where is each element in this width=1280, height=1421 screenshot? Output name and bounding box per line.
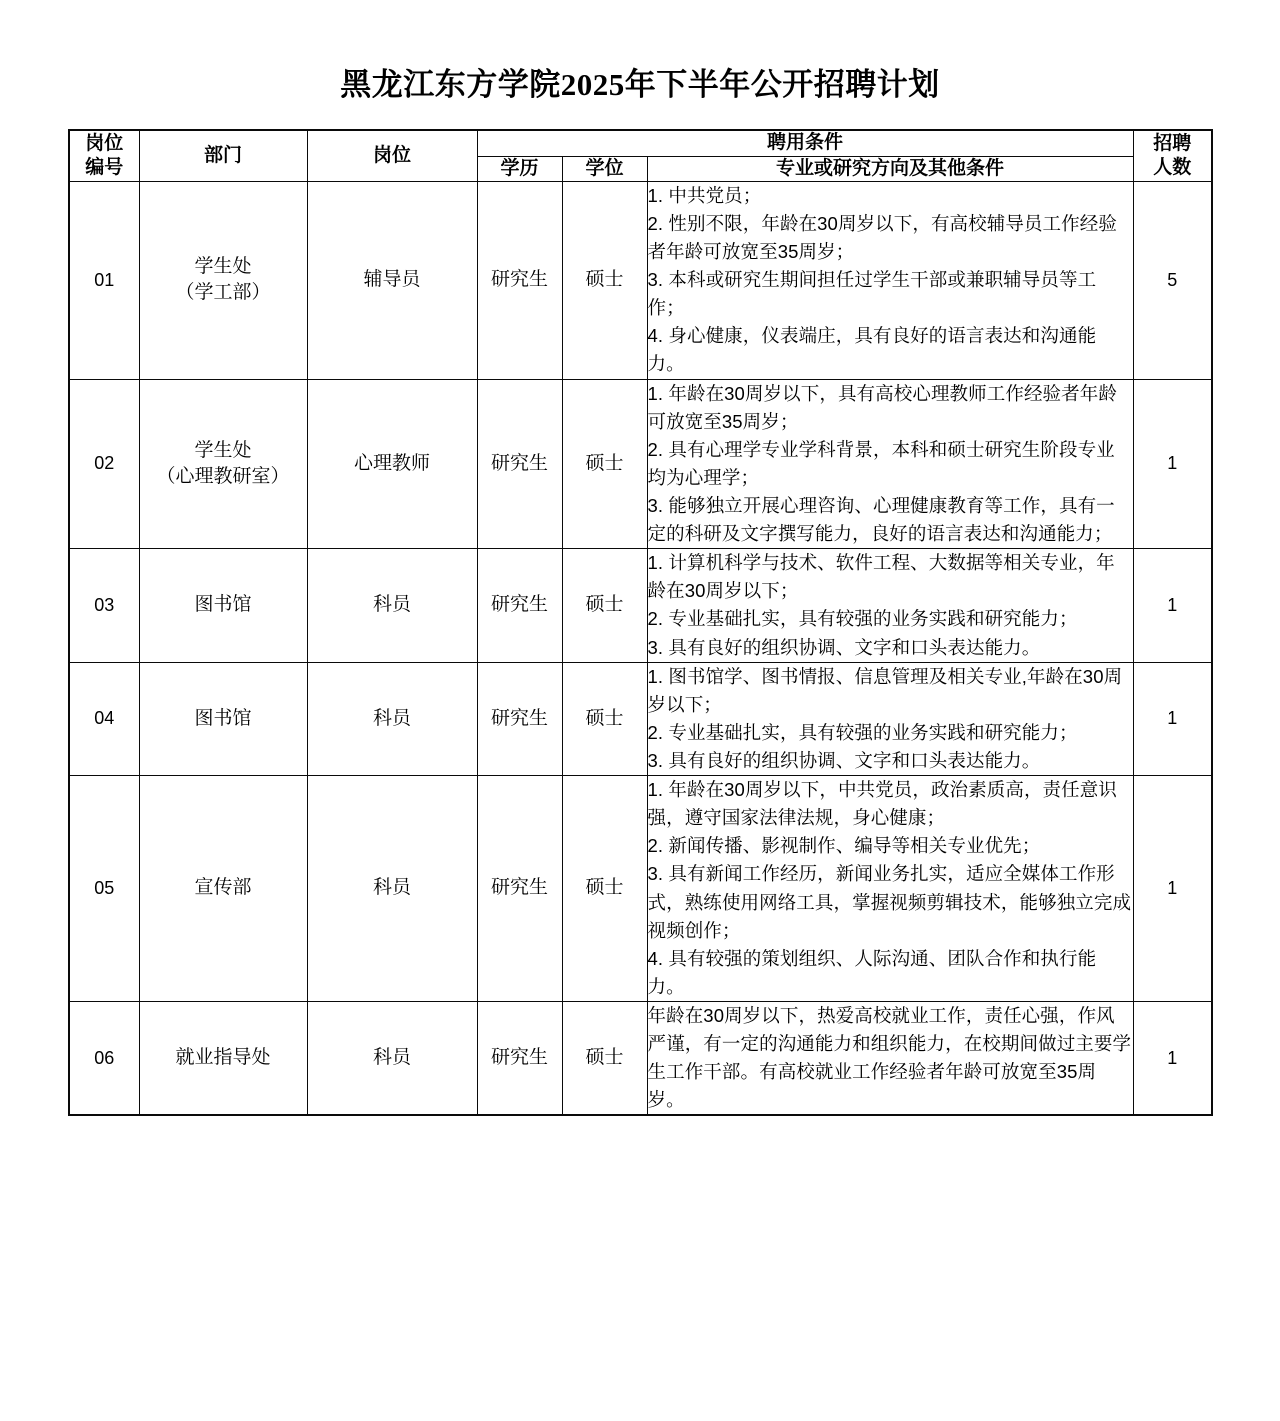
table-row [69,181,1212,379]
condition-line: 3. 具有良好的组织协调、文字和口头表达能力。 [647,750,1041,771]
cell-position: 心理教师 [307,379,477,549]
condition-line: 4. 具有较强的策划组织、人际沟通、团队合作和执行能力。 [647,947,1097,997]
department-line-1: 宣传部 [194,877,252,899]
cell-job-number: 04 [69,662,139,775]
cell-degree: 硕士 [562,549,647,662]
condition-line: 3. 本科或研究生期间担任过学生干部或兼职辅导员等工作； [647,269,1097,319]
cell-degree: 硕士 [562,1001,647,1115]
recruitment-table-container [0,129,1280,1116]
condition-line: 2. 专业基础扎实，具有较强的业务实践和研究能力； [647,721,1078,743]
cell-job-number: 01 [69,181,139,379]
cell-position: 辅导员 [307,181,477,379]
department-line-1: 学生处 [194,255,252,277]
column-header-department: 部门 [139,130,307,181]
condition-line: 3. 能够独立开展心理咨询、心理健康教育等工作，具有一定的科研及文字撰写能力，良好的语言表达和沟通能力； [647,495,1115,545]
column-header-employment-conditions: 聘用条件 [477,130,1133,156]
column-header-degree: 学位 [562,156,647,181]
department-line-2: （学工部） [175,282,271,304]
column-header-headcount [1133,130,1212,181]
cell-department [139,776,307,1002]
cell-position: 科员 [307,549,477,662]
header-row-top [69,130,1212,156]
condition-line: 2. 性别不限，年龄在30周岁以下，有高校辅导员工作经验者年龄可放宽至35周岁； [647,212,1117,263]
department-line-1: 学生处 [194,439,252,461]
condition-line: 2. 具有心理学专业学科背景，本科和硕士研究生阶段专业均为心理学； [647,438,1115,488]
condition-line: 1. 中共党员； [647,184,762,206]
headcount-line-1: 招聘 [1153,132,1192,154]
cell-headcount: 1 [1133,379,1212,549]
cell-degree: 硕士 [562,379,647,549]
cell-department [139,379,307,549]
table-row [69,1001,1212,1115]
headcount-line-2: 人数 [1153,157,1192,178]
cell-conditions [647,181,1133,379]
cell-department [139,181,307,379]
table-row [69,379,1212,549]
cell-position: 科员 [307,662,477,775]
table-row [69,776,1212,1002]
recruitment-plan-table [68,129,1213,1116]
condition-line: 年龄在30周岁以下，热爱高校就业工作，责任心强，作风严谨，有一定的沟通能力和组织能力，在校期间做过主要学生工作干部。有高校就业工作经验者年龄可放宽至35周岁。 [647,1004,1132,1111]
cell-department [139,1001,307,1115]
job-number-line-1: 岗位 [85,132,124,154]
table-row [69,662,1212,775]
cell-job-number: 02 [69,379,139,549]
department-line-1: 图书馆 [194,707,252,729]
department-line-1: 图书馆 [194,594,252,616]
cell-job-number: 05 [69,776,139,1002]
cell-education: 研究生 [477,776,562,1002]
condition-line: 1. 计算机科学与技术、软件工程、大数据等相关专业，年龄在30周岁以下； [647,552,1115,602]
table-header [69,130,1212,181]
condition-line: 3. 具有良好的组织协调、文字和口头表达能力。 [647,636,1041,658]
cell-education: 研究生 [477,379,562,549]
cell-headcount: 5 [1133,181,1212,379]
cell-headcount: 1 [1133,662,1212,775]
condition-line: 1. 年龄在30周岁以下，中共党员，政治素质高，责任意识强，遵守国家法律法规，身心健康； [647,779,1117,829]
cell-conditions [647,662,1133,775]
cell-job-number: 06 [69,1001,139,1115]
department-line-1: 就业指导处 [175,1047,271,1069]
table-body [69,181,1212,1115]
department-line-2: （心理教研室） [156,465,290,487]
cell-conditions [647,776,1133,1002]
page-title: 黑龙江东方学院2025年下半年公开招聘计划 [340,67,940,102]
cell-education: 研究生 [477,1001,562,1115]
condition-line: 3. 具有新闻工作经历，新闻业务扎实，适应全媒体工作形式，熟练使用网络工具，掌握视频剪辑技术，能够独立完成视频创作； [647,863,1132,941]
table-row [69,549,1212,662]
cell-headcount: 1 [1133,549,1212,662]
cell-department [139,662,307,775]
condition-line: 2. 专业基础扎实，具有较强的业务实践和研究能力； [647,608,1078,630]
job-number-line-2: 编号 [85,157,124,178]
column-header-position: 岗位 [307,130,477,181]
condition-line: 2. 新闻传播、影视制作、编导等相关专业优先； [647,835,1041,857]
cell-headcount: 1 [1133,776,1212,1002]
cell-degree: 硕士 [562,662,647,775]
cell-position: 科员 [307,1001,477,1115]
cell-degree: 硕士 [562,181,647,379]
cell-education: 研究生 [477,181,562,379]
column-header-education: 学历 [477,156,562,181]
condition-line: 1. 年龄在30周岁以下，具有高校心理教师工作经验者年龄可放宽至35周岁； [647,382,1117,432]
cell-education: 研究生 [477,662,562,775]
column-header-major-and-other: 专业或研究方向及其他条件 [647,156,1133,181]
cell-education: 研究生 [477,549,562,662]
cell-department [139,549,307,662]
cell-degree: 硕士 [562,776,647,1002]
cell-conditions [647,549,1133,662]
condition-line: 4. 身心健康，仪表端庄，具有良好的语言表达和沟通能力。 [647,325,1097,375]
cell-conditions [647,1001,1133,1115]
cell-job-number: 03 [69,549,139,662]
column-header-job-number [69,130,139,181]
cell-headcount: 1 [1133,1001,1212,1115]
condition-line: 1. 图书馆学、图书情报、信息管理及相关专业,年龄在30周岁以下； [647,665,1123,715]
cell-position: 科员 [307,776,477,1002]
cell-conditions [647,379,1133,549]
